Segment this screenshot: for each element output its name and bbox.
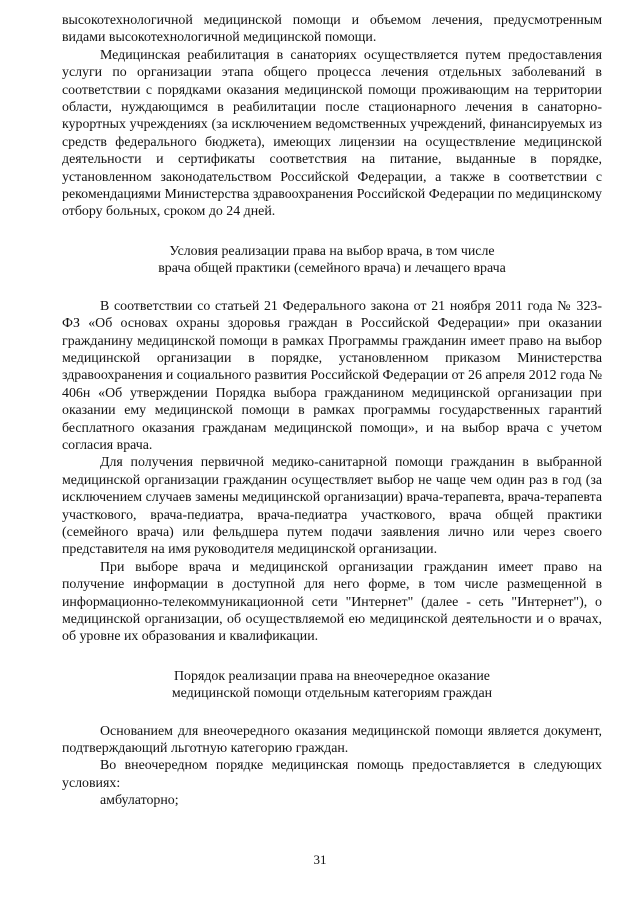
section-heading-line: медицинской помощи отдельным категориям граждан [171, 686, 493, 702]
paragraph: высокотехнологичной медицинской помощи и объемом лечения, предусмотренным видами высокотехнологичной медицинской помощи. [62, 13, 602, 46]
paragraph: Для получения первичной медико-санитарной помощи гражданин в выбранной медицинской организации гражданин осуществляет выбор не чаще чем один раз в год (за исключением случаев замены медицинской организации) врача-терапевта, врача-терапевта участкового, врача-педиатра, врача-педиатра участкового, врача общей практики (семейного врача) или фельдшера путем подачи заявления лично или через своего представителя на имя руководителя медицинской организации. [62, 455, 602, 558]
section-heading-line: Условия реализации права на выбор врача, в том числе [169, 243, 495, 259]
paragraph: Во внеочередном порядке медицинская помощь предоставляется в следующих условиях: [62, 758, 602, 791]
paragraph: Медицинская реабилитация в санаториях осуществляется путем предоставления услуги по организации этапа общего процесса лечения отдельных заболеваний в соответствии с порядками оказания медицинской помощи проживающим на территории области, нуждающимся в реабилитации после стационарного лечения в санаторно-курортных учреждениях (за исключением ведомственных учреждений, финансируемых из средств федерального бюджета), имеющих лицензии на осуществление медицинской деятельности и сертификаты соответствия на питание, выданные в порядке, установленном законодательством Российской Федерации, а также в соответствии с рекомендациями Министерства здравоохранения Российской Федерации по медицинскому отбору больных, сроком до 24 дней. [62, 47, 602, 220]
section-heading [62, 668, 602, 703]
paragraph: Основанием для внеочередного оказания медицинской помощи является документ, подтверждающий льготную категорию граждан. [62, 723, 602, 757]
section-heading-line: врача общей практики (семейного врача) и лечащего врача [158, 261, 506, 277]
section-heading [62, 243, 602, 278]
paragraph: При выборе врача и медицинской организации гражданин имеет право на получение информации в доступной для него форме, в том числе размещенной в информационно-телекоммуникационной сети "Интернет" (далее - сеть "Интернет"), о медицинской организации, об осуществляемой ею медицинской деятельности и о врачах, об уровне их образования и квалификации. [62, 559, 602, 645]
paragraph: амбулаторно; [100, 793, 179, 809]
section-heading-line: Порядок реализации права на внеочередное оказание [174, 668, 490, 684]
paragraph: В соответствии со статьей 21 Федерального закона от 21 ноября 2011 года № 323-ФЗ «Об основах охраны здоровья граждан в Российской Федерации» при оказании гражданину медицинской помощи в рамках Программы гражданин имеет право на выбор медицинской организации в порядке, установленном приказом Министерства здравоохранения и социального развития Российской Федерации от 26 апреля 2012 года № 406н «Об утверждении Порядка выбора гражданином медицинской организации при оказании ему медицинской помощи в рамках программы государственных гарантий бесплатного оказания гражданам медицинской помощи», и на выбор врача с учетом согласия врача. [62, 298, 602, 453]
page-number: 31 [313, 852, 327, 867]
